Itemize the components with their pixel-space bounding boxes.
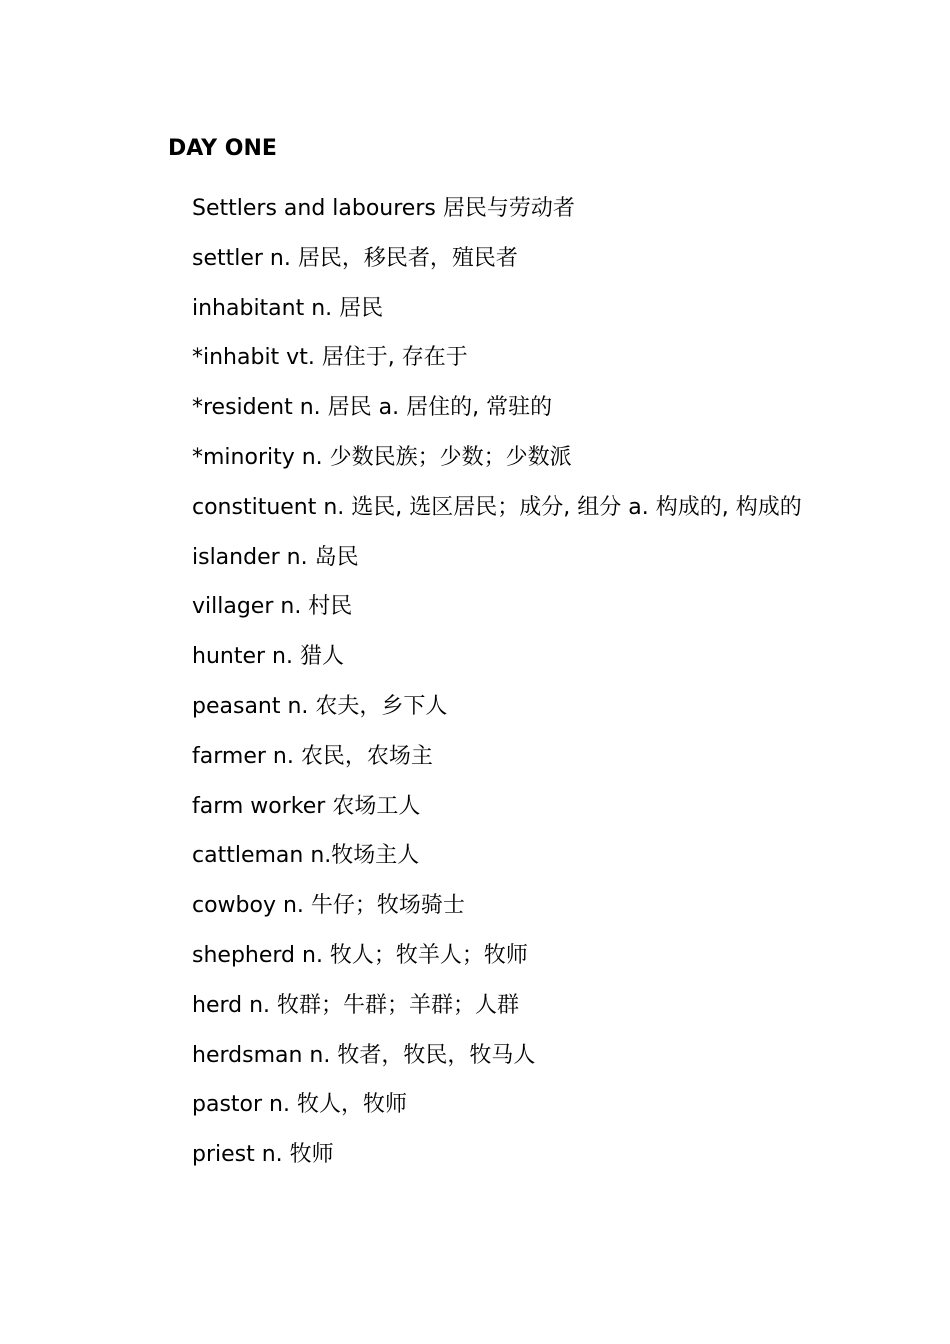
vocab-entry-cowboy: cowboy n. 牛仔；牧场骑士 bbox=[192, 893, 465, 919]
vocab-entry-hunter: hunter n. 猎人 bbox=[192, 644, 344, 670]
vocab-entry-cattleman: cattleman n.牧场主人 bbox=[192, 843, 420, 869]
vocab-entry-shepherd: shepherd n. 牧人；牧羊人；牧师 bbox=[192, 942, 528, 968]
vocab-entry-inhabitant: inhabitant n. 居民 bbox=[192, 295, 384, 321]
vocab-entry-resident: *resident n. 居民 a. 居住的, 常驻的 bbox=[192, 395, 553, 421]
vocab-entry-pastor: pastor n. 牧人，牧师 bbox=[192, 1092, 407, 1118]
vocab-heading: Settlers and labourers 居民与劳动者 bbox=[192, 196, 575, 221]
vocabulary-list bbox=[144, 184, 814, 1180]
vocab-entry-farmer: farmer n. 农民，农场主 bbox=[192, 743, 433, 769]
vocab-entry-constituent: constituent n. 选民, 选区居民；成分, 组分 a. 构成的, 构成的 bbox=[192, 494, 802, 520]
vocab-entry-herdsman: herdsman n. 牧者，牧民，牧马人 bbox=[192, 1042, 536, 1068]
vocab-entry-priest: priest n. 牧师 bbox=[192, 1142, 334, 1168]
vocab-entry-farm-worker: farm worker 农场工人 bbox=[192, 793, 421, 819]
vocab-entry-inhabit: *inhabit vt. 居住于, 存在于 bbox=[192, 345, 468, 371]
vocab-entry-herd: herd n. 牧群；牛群；羊群；人群 bbox=[192, 992, 520, 1018]
vocab-entry-villager: villager n. 村民 bbox=[192, 594, 353, 620]
vocab-entry-settler: settler n. 居民，移民者，殖民者 bbox=[192, 245, 518, 271]
vocab-entry-minority: *minority n. 少数民族；少数；少数派 bbox=[192, 444, 572, 470]
vocab-entry-islander: islander n. 岛民 bbox=[192, 544, 359, 570]
page-title: DAY ONE bbox=[168, 136, 277, 161]
vocab-entry-peasant: peasant n. 农夫，乡下人 bbox=[192, 693, 448, 719]
